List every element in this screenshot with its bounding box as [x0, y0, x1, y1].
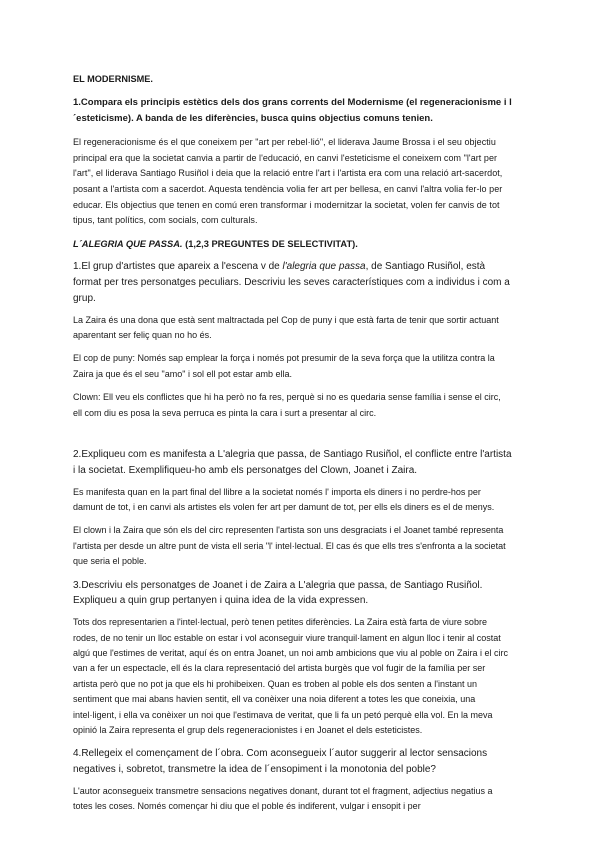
answer-1-compare: El regeneracionisme és el que coneixem per "art per rebel·lió", el liderava Jaume Brossa i el seu objectiu principal era que la societat canvia a partir de l'educació, en canvi l'esteticisme el coneixem com "l'art per l'art", el liderava Santiago Rusiñol i deia que la relació entre l'art i l'artista era com una relació art-sacerdot, posant a l'artista com a sacerdot. Aquesta tendència volia fer art per bellesa, en canvi l'altra volia fer-lo per educar. Els objectius que tenen en comú eren transformar i modernitzar la societat, volen fer canvis de tot tipus, tant polítics, com socials, com culturals.: [73, 137, 503, 226]
answer-4-opening: L'autor aconsegueix transmetre sensacions negatives donant, durant tot el fragment, adjectius negatius a totes les coses. Només començar hi diu que el poble és indiferent, vulgar i ensopit i per: [73, 786, 493, 812]
document-title: EL MODERNISME.: [73, 74, 153, 84]
section-heading-note: (1,2,3 PREGUNTES DE SELECTIVITAT).: [182, 238, 358, 249]
section-heading: [73, 237, 512, 252]
question-2-conflict: 2.Expliqueu com es manifesta a L'alegria que passa, de Santiago Rusiñol, el conflicte entre l'artista i la societat. Exemplifiqueu-ho amb els personatges del Clown, Joanet i Zaira.: [73, 449, 512, 476]
answer-cop-de-puny: El cop de puny: Només sap emplear la força i només pot presumir de la seva força que la utilitza contra la Zaira ja que és el seu "amo" i sol ell pot estar amb ella.: [73, 353, 495, 379]
answer-clown: Clown: Ell veu els conflictes que hi ha però no fa res, perquè si no es quedaria sense família i sense el circ, ell com diu es posa la seva perruca es pinta la cara i surt a presentar al circ.: [73, 392, 501, 418]
question-1-compare: 1.Compara els principis estètics dels dos grans corrents del Modernisme (el regeneracionisme i l´esteticisme). A banda de les diferències, busca quins objectius comuns tenien.: [73, 97, 512, 124]
answer-2-conflict-b: El clown i la Zaira que són els del circ representen l'artista son uns desgraciats i el Joanet també representa l'artista per desde un altre punt de vista ell seria "l' intel·lectual. El cas és que ells tres s'enfronta a la societat que seria el poble.: [73, 525, 506, 567]
section-heading-work-title: L´ALEGRIA QUE PASSA.: [73, 238, 183, 249]
spacer: [73, 429, 512, 447]
answer-3-characters: Tots dos representarien a l'intel·lectual, però tenen petites diferències. La Zaira està farta de viure sobre rodes, de no tenir un lloc estable on estar i vol aconseguir viure tranquil·lament en algun lloc i tenir al costat algú que l'estimes de veritat, aquí és on entra Joanet, un noi amb ambicions que viu al poble on Zaira i el circ van a fer un espectacle, ell és la clara representació del artista burgès que vol fugir de la família per ser artista però que no pot ja que els hi prohibeixen. Quan es troben al poble els dos senten a l'instant un sentiment que mai abans havien sentit, ell va conèixer una noia diferent a totes les que coneixia, una intel·ligent, i ella va conèixer un noi que l'estimava de veritat, que li fa un petó perquè ella vol. En la meva opinió la Zaira representa el grup dels regeneracionistes i en Joanet el dels esteticistes.: [73, 617, 508, 736]
question-work-title: l'alegria que passa: [282, 261, 366, 273]
answer-2-conflict-a: Es manifesta quan en la part final del llibre a la societat només l' importa els diners i no perdre-hos per damunt de tot, i en canvi als artistes els volen fer art per damunt de tot, per ells els diners es el de menys.: [73, 486, 495, 513]
question-text-part: 1.El grup d'artistes que apareix a l'escena v de: [73, 261, 283, 273]
question-3-characters: 3.Descriviu els personatges de Joanet i de Zaira a L'alegria que passa, de Santiago Rusiñol. Expliqueu a quin grup pertanyen i quina idea de la vida expressen.: [73, 579, 483, 607]
question-group-of-artists: [73, 259, 512, 306]
answer-zaira: La Zaira és una dona que està sent maltractada pel Cop de puny i que està farta de tenir que sortir actuant aparentant ser feliç quan no ho és.: [73, 314, 499, 340]
question-4-opening: 4.Rellegeix el començament de l´obra. Com aconsegueix l´autor suggerir al lector sensacions negatives i, sobretot, transmetre la idea de l´ensopiment i la monotonia del poble?: [73, 748, 488, 776]
question-text-part: , de Santiago Rusiñol, està format per tres personatges peculiars. Descriviu les seves característiques com a individus i com a grup.: [73, 261, 510, 304]
